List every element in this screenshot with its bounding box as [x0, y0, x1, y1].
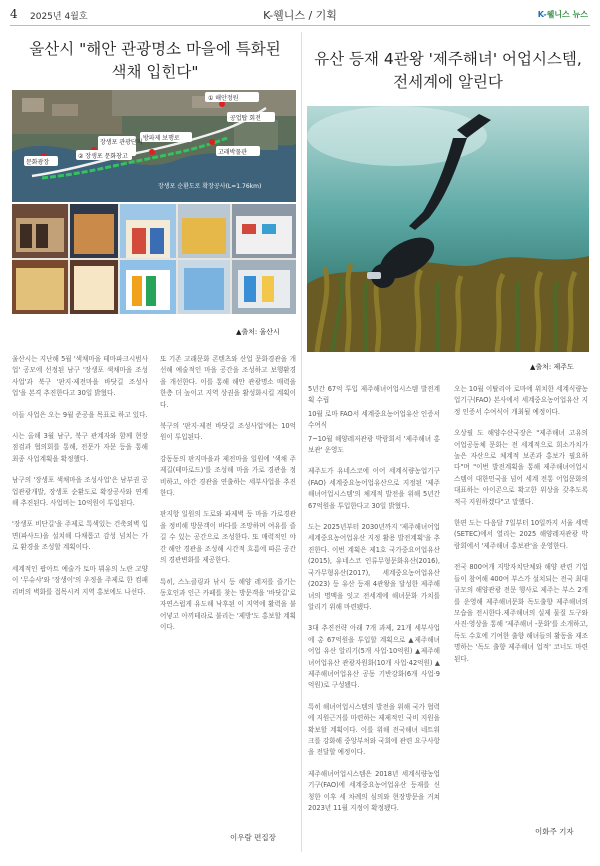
- left-byline: 이우람 편집장: [230, 833, 276, 842]
- paragraph: 3대 추진전략 아래 7개 과제, 21개 세부사업에 총 67억원을 투입할 계획으로 ▲제주해녀어업 유산 알리기(5개 사업·10억원) ▲제주해녀어업유산 관광자원화(10개 사업·42억원) ▲제주해녀어업유산 공동 기반강화(6개 사업·9억원)로 구성됐다.: [308, 624, 440, 690]
- right-title-line1: 유산 등재 4관왕 '제주해녀' 어업시스템,: [314, 50, 582, 68]
- map-label-g: 고래박물관: [218, 149, 247, 156]
- paragraph: 오상필 도 해양수산국장은 "제주해녀 고유의 어업공동체 문화는 전 세계적으로 희소가치가 높은 자산으로 체계적 보존과 홍보가 필요하다"며 "이번 발전계획을 통해 제주해녀어업시스템이 대한민국을 넘어 세계 전통 어업문화의 대표하는 아이콘으로 확고한 위상을 갖추도록 적극 지원하겠다"고 말했다.: [454, 429, 588, 506]
- paragraph: 북구의 '판지·제전 바닷길 조성사업'에는 10억원이 투입된다.: [160, 422, 296, 442]
- paragraph: 오는 10월 이탈리아 로마에 위치한 세계식량농업기구(FAO) 본사에서 세계중요농어업유산 지정 인증서 수여식이 개최될 예정이다.: [454, 385, 588, 416]
- left-article-col1: [12, 354, 148, 608]
- paragraph: 또 기존 고래문화 콘텐츠와 산업 문화경관을 개선해 예술적인 마을 공간을 조성하고 보행환경을 개선한다. 이를 통해 해안 관광명소 매력을 한층 더 높이고 지역 상권을 활성화시킬 계획이다.: [160, 355, 296, 409]
- paragraph: 강동동의 판지마을과 제전마을 일원에 '색채 주제길(테마로드)'를 조성해 마을 가로 경관을 정비하고, 야간 경관을 연출하는 세부사업을 추진한다.: [160, 454, 296, 498]
- section-title: K-웰니스 / 기획: [263, 9, 337, 22]
- right-title-line2: 전세계에 알린다: [393, 73, 503, 91]
- paragraph: 이들 사업은 오는 9월 준공을 목표로 하고 있다.: [12, 410, 148, 419]
- paragraph: 특히 해녀어업시스템의 발전을 위해 국가 협력에 지원근거를 마련하는 제제적인 국비 지원을 확보할 계획이다. 이를 위해 전국해녀 네트워크를 강화해 중앙부처와 국회에 관련 요구사항을 전달할 예정이다.: [308, 702, 440, 757]
- paragraph: 세계적인 팝아트 예술가 토마 뷔유의 노란 고양이 '무슈샤'와 '장생이'의 우정을 주제로 한 컴패리버의 벽화를 접목시켜 지역 홍보에도 나선다.: [12, 564, 148, 596]
- map-label-e: ② 장생포 문화창고: [78, 153, 128, 160]
- paragraph: 시는 올해 3월 남구, 북구 관계자와 함께 현장 점검과 협의회를 통해, 전문가 자문 등을 통해 최종 사업계획을 확정했다.: [12, 432, 148, 463]
- page-number: 4: [10, 7, 18, 21]
- paragraph: 전국 800여개 지방자치단체와 해양 관련 기업들이 참여해 400여 부스가 설치되는 전국 최대 규모의 해양관광 전문 행사로 제주는 부스 2개를 운영해 제주해녀문화 독도출향 제주해녀의 모습을 전시한다.제주해녀의 실제 물질 도구와 사진·영상을 통해 '제주해녀 -문화'를 소개하고, 독도 수호에 기여한 출향 해녀들의 활동을 재조명하는 '독도 출향 제주해녀 업적' 코너도 마련된다.: [454, 563, 588, 663]
- subheading: 5년간 67억 투입 제주해녀어업시스템 발전계획 수립: [308, 385, 440, 405]
- right-article-title: [306, 48, 590, 94]
- paragraph: 울산시는 지난해 5월 '색채마을 테마파크시범사업' 공모에 선정된 남구 '장생포 색채마을 조성사업'과 북구 '판지·제전마을 바닷길 조성사업'을 본격 추진한다고 30일 밝혔다.: [12, 355, 148, 398]
- left-title-line2: 색채 입힌다": [111, 63, 199, 81]
- subheading: 10월 로마 FAO서 세계중요농어업유산 인증서 수여식: [308, 409, 440, 430]
- left-photo-credit: ▲출처: 울산시: [236, 328, 280, 336]
- map-label-h: 장생포 순환도로 확장공사(L=1.76km): [158, 183, 262, 190]
- column-divider: [301, 32, 302, 852]
- map-label-d: 장생포 관광단지: [100, 139, 143, 146]
- publication-logo: [538, 9, 588, 20]
- paragraph: 판지항 일원의 도로와 파제벽 등 마을 가로경관을 정비해 방문객이 바다를 조망하며 여유를 즐길 수 있는 공간으로 조성한다. 또 매력적인 야간 해안 경관을 조성해 시간적 흐름에 따른 공간의 경관변화를 제공한다.: [160, 510, 296, 565]
- map-marker: [209, 139, 215, 145]
- map-marker: [149, 149, 155, 155]
- aerial-map-photo: [12, 90, 296, 202]
- haenyeo-diver-photo: [307, 106, 589, 352]
- left-title-line1: 울산시 "해안 관광명소 마을에 특화된: [29, 40, 281, 58]
- right-photo-credit: ▲출처: 제주도: [530, 363, 574, 371]
- right-article-col2: [454, 384, 588, 675]
- paragraph: 특히, 스노클링과 낚시 등 해양 레저를 즐기는 동호인과 인근 카페를 찾는 방문객을 '바닷길'로 자연스럽게 유도해 낙후된 이 지역에 활력을 불어넣고 아끼테라로 불리는 '제방'도 홍보할 계획이다.: [160, 577, 296, 632]
- paragraph: 도는 2025년부터 2030년까지 '제주해녀어업 세계중요농어업유산 지정 활용 발전계획'을 추진한다. 이번 계획은 제1호 국가중요어업유산(2015), 유네스코 인류무형문화유산(2016), 국가무형유산(2017), 세계중요농어업유산(2023) 등 유산 등재 4관왕을 달성한 제주해녀의 명맥을 잇고 전세계에 해녀문화 가치를 알리기 위해 마련됐다.: [308, 523, 440, 611]
- right-article-col1: [308, 384, 440, 824]
- logo-k: K-: [537, 10, 547, 19]
- map-label-f: 문화광장: [26, 159, 50, 166]
- right-byline: 이화주 기자: [535, 827, 574, 836]
- paragraph: '장생포 비단길'을 주제로 특색있는 건축외벽 입면(파사드)을 설치해 다채롭고 감성 넘치는 가로 환경을 조성할 계획이다.: [12, 520, 148, 552]
- issue-date: 2025년 4월호: [30, 12, 88, 22]
- map-label-c: 방파제 보행로: [143, 135, 180, 142]
- logo-text: 웰니스 뉴스: [546, 10, 588, 19]
- paragraph: 제주도가 유네스코에 이어 세계식량농업기구(FAO) 세계중요농어업유산으로 지정된 '제주해녀어업시스템'의 체계적 발전을 위해 5년간 67억원을 투입한다고 30일 밝혔다.: [308, 467, 440, 510]
- facade-rendering-photo: [12, 204, 296, 314]
- left-article-col2: [160, 354, 296, 644]
- map-label-a: ① 해안정원: [208, 95, 239, 102]
- paragraph: 제주해녀어업시스템은 2018년 세계식량농업기구(FAO)에 세계중요농어업유산 등재를 신청한 이후 세 차례의 심의와 현장방문을 거쳐 2023년 11월 지정이 확정됐다.: [308, 769, 440, 812]
- map-label-b: 공업탑 회전: [230, 115, 261, 122]
- left-article-title: [12, 38, 298, 84]
- subheading: 7~10월 해양레저관광 박람회서 '제주해녀 홍보관' 운영도: [308, 434, 440, 455]
- paragraph: 한편 도는 다음달 7일부터 10일까지 서울 세텍(SETEC)에서 열리는 2025 해양레저관광 박람회에서 '제주해녀 홍보관'을 운영한다.: [454, 519, 588, 550]
- paragraph: 남구의 '장생포 색채마을 조성사업'은 남부권 공업관광개발, 장생포 순환도로 확장공사와 연계해 추진된다. 사업비는 10억원이 투입된다.: [12, 476, 148, 508]
- page-header: [10, 4, 590, 26]
